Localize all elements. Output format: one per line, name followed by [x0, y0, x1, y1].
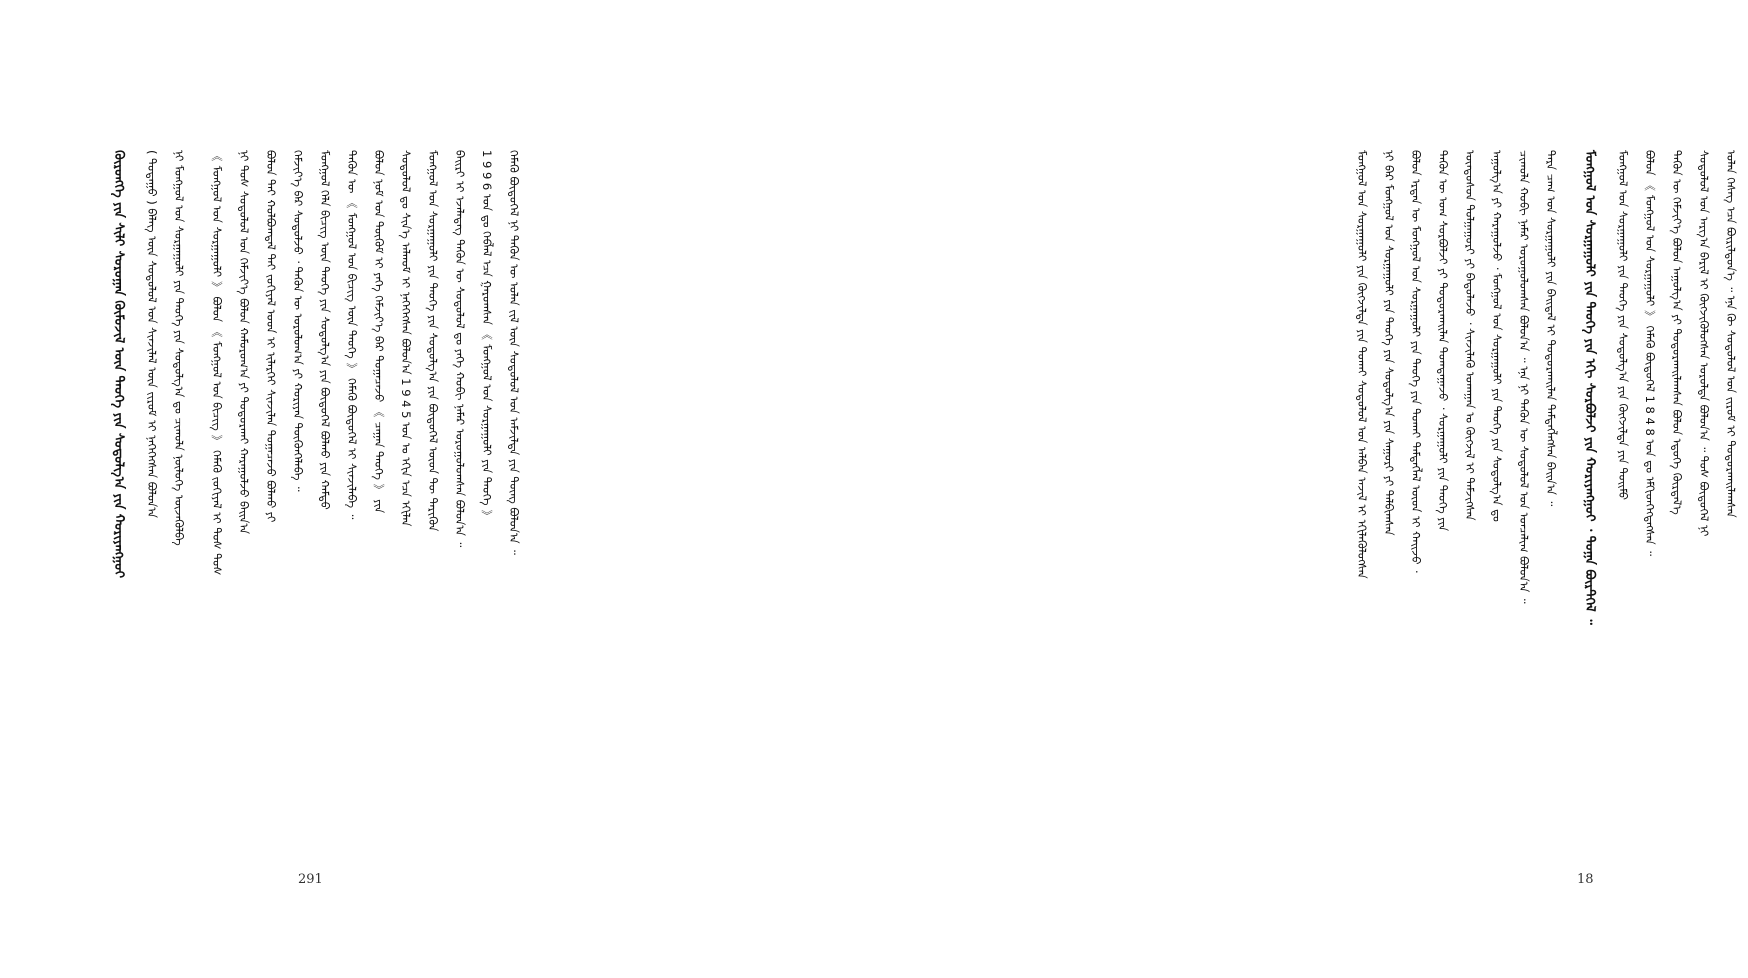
text-line: ᠮᠣᠩᠭᠣᠯ ᠬᠡᠯᠡ ᠪᠢᠴᠢᠭ ᠦᠨ ᠲᠡᠦᠬᠡ ᠶᠢᠨ ᠰᠤᠳᠤᠯᠭ᠎ᠠ ᠶᠢᠨ ᠪᠦᠲᠦᠭᠡᠯ ᠪᠣᠯᠬᠤ ᠶᠢᠨ ᠬᠠᠮᠲᠤ [318, 150, 332, 510]
page-number: 291 [298, 872, 323, 887]
page-number: 18 [1577, 872, 1594, 887]
text-line: ᠪᠠᠢᠷᠢ ᠢ ᠡᠵᠡᠯᠡᠳᠡᠭ ᠲᠡᠭᠦᠨ ᠦ ᠰᠤᠳᠤᠯᠤᠯ ᠳᠤ ᠶᠡᠬᠡ ᠬᠤᠪᠢ ᠨᠡᠮᠡᠷ ᠣᠷᠤᠭᠤᠯᠤᠭᠰᠠᠨ ᠪᠣᠯᠤᠨ᠎ᠠ ᠃ [453, 150, 467, 548]
text-line: ᠠᠭᠤᠯᠭ᠎ᠠ ᠶᠢ ᠬᠠᠷᠠᠭᠤᠯᠵᠤ ᠂ ᠮᠣᠩᠭᠣᠯ ᠤᠨ ᠰᠤᠷᠭᠠᠭᠤᠯᠢ ᠶᠢᠨ ᠲᠡᠦᠬᠡ ᠶᠢᠨ ᠰᠤᠳᠤᠯᠭ᠎ᠠ ᠳᠤ [1490, 150, 1504, 522]
left-page [0, 0, 632, 978]
text-line: ᠮᠣᠩᠭᠣᠯ ᠤᠨ ᠰᠤᠷᠭᠠᠭᠤᠯᠢ ᠶᠢᠨ ᠲᠡᠦᠬᠡ ᠶᠢᠨ ᠰᠤᠳᠤᠯᠭ᠎ᠠ ᠶᠢᠨ ᠪᠦᠲᠦᠭᠡᠯ ᠦᠳ ᠲᠦ ᠲᠡᠷᠢᠭᠦᠨ [426, 150, 440, 532]
text-line: ᠪᠣᠯᠤᠨ ᠡᠷᠲᠡᠨ ᠦ ᠮᠣᠩᠭᠣᠯ ᠤᠨ ᠰᠤᠷᠭᠠᠭᠤᠯᠢ ᠶᠢᠨ ᠲᠡᠦᠬᠡ ᠶᠢᠨ ᠲᠤᠬᠠᠢ ᠲᠡᠮᠳᠡᠭᠯᠡᠯ ᠦᠳ ᠢ ᠬᠠᠢᠵᠤ ᠂ [1409, 150, 1423, 573]
text-line: ᠬᠡᠮᠵᠢᠶ᠎ᠡ ᠪᠡᠷ ᠰᠤᠳᠤᠯᠵᠤ ᠂ ᠲᠡᠭᠦᠨ ᠦ ᠤᠷᠤᠯᠤᠭ᠎ᠠ ᠶᠢ ᠬᠤᠷᠢᠶᠠᠨ ᠳᠦᠭᠦᠨᠭᠡᠯᠡᠪᠡ ᠃ [291, 150, 305, 492]
text-line: ᠴᠢᠬᠤᠯᠠ ᠬᠤᠪᠢ ᠨᠡᠮᠡᠷ ᠣᠷᠤᠭᠤᠯᠤᠭᠰᠠᠨ ᠪᠣᠯᠤᠨ᠎ᠠ ᠃ ᠡᠨᠡ ᠨᠢ ᠲᠡᠭᠦᠨ ᠦ ᠰᠤᠳᠤᠯᠤᠯ ᠤᠨ ᠣᠨᠴᠠᠯᠢᠭ ᠪᠣᠯᠤᠨ᠎ᠠ ᠃ [1517, 150, 1531, 604]
text-line: 1 9 9 6 ᠣᠨ ᠳᠤ ᠬᠡᠪᠯᠡᠯ ᠡᠴᠡ ᠭᠠᠷᠤᠭᠰᠠᠨ 《 ᠮᠣᠩᠭᠣᠯ ᠤᠨ ᠰᠤᠷᠭᠠᠭᠤᠯᠢ ᠶᠢᠨ ᠲᠡᠦᠬᠡ 》 [480, 150, 494, 522]
text-line: 《 ᠮᠣᠩᠭᠣᠯ ᠤᠨ ᠰᠤᠷᠭᠠᠭᠤᠯᠢ 》 ᠪᠣᠯᠤᠨ 《 ᠮᠣᠩᠭᠣᠯ ᠤᠨ ᠪᠢᠴᠢᠭ 》 ᠬᠡᠮᠡᠬᠦ ᠵᠣᠬᠢᠶᠠᠯ ᠢ ᠲᠤᠰ ᠲᠤᠰ [210, 150, 224, 576]
text-line: ᠰᠤᠳᠤᠯᠤᠯ ᠳᠤ ᠰᠢᠨ᠎ᠡ ᠠᠯᠬᠤᠮ ᠢ ᠨᠡᠭᠡᠭᠡᠭᠰᠡᠨ ᠪᠣᠯᠤᠨ᠎ᠠ 1 9 4 5 ᠣᠨ ᠤ ᠡᠬᠢᠨ ᠡᠴᠡ ᠡᠬᠢᠯᠡᠨ [399, 150, 413, 527]
right-page-heading: ᠮᠣᠩᠭᠣᠯ ᠤᠨ ᠰᠤᠷᠭᠠᠭᠤᠯᠢ ᠶᠢᠨ ᠲᠡᠦᠬᠡ ᠶᠢᠨ ᠡᠬᠢ ᠰᠤᠷᠪᠤᠯᠵᠢ ᠶᠢᠨ ᠬᠤᠷᠢᠶᠠᠩᠭᠤᠢ ᠂ ᠲᠣᠭᠠ ᠪᠦᠷᠲᠭᠡᠯ ᠃ [1582, 150, 1597, 625]
text-line: ᠮᠣᠩᠭᠣᠯ ᠤᠨ ᠰᠤᠷᠭᠠᠭᠤᠯᠢ ᠶᠢᠨ ᠲᠡᠦᠬᠡ ᠶᠢᠨ ᠰᠤᠳᠤᠯᠭ᠎ᠠ ᠶᠢᠨ ᠬᠥᠭᠵᠢᠯᠲᠡ ᠶᠢᠨ ᠲᠣᠢᠮᠣ [1616, 150, 1630, 500]
text-line: ᠨᠢ ᠮᠣᠩᠭᠣᠯ ᠤᠨ ᠰᠤᠷᠭᠠᠭᠤᠯᠢ ᠶᠢᠨ ᠲᠡᠦᠬᠡ ᠶᠢᠨ ᠰᠤᠳᠤᠯᠭ᠎ᠠ ᠳᠤ ᠴᠢᠬᠤᠯᠠ ᠨᠥᠯᠥᠭᠡ ᠦᠵᠡᠭᠦᠯᠪᠡ [172, 150, 186, 546]
text-line: ᠪᠣᠯᠤᠨ 《 ᠮᠣᠩᠭᠣᠯ ᠤᠨ ᠰᠤᠷᠭᠠᠭᠤᠯᠢ 》 ᠬᠡᠮᠡᠬᠦ ᠪᠦᠲᠦᠭᠡᠯ 1 8 4 8 ᠣᠨ ᠳᠤ ᠡᠮᠬᠢᠳᠬᠡᠭᠳᠡᠭᠰᠡᠨ ᠃ [1643, 150, 1657, 556]
text-line: ᠲᠡᠷᠡ ᠴᠠᠭ ᠤᠨ ᠰᠤᠷᠭᠠᠭᠤᠯᠢ ᠶᠢᠨ ᠪᠠᠢᠳᠠᠯ ᠢ ᠲᠣᠳᠤᠷᠬᠠᠢᠯᠠᠨ ᠲᠡᠮᠳᠡᠭᠯᠡᠭᠰᠡᠨ ᠪᠠᠢᠨ᠎ᠠ ᠃ [1544, 150, 1558, 507]
text-line: ᠪᠣᠯᠤᠨ ᠨᠣᠮ ᠤᠨ ᠲᠦᠬᠦᠮ ᠢ ᠶᠡᠬᠡ ᠬᠡᠮᠵᠢᠶ᠎ᠡ ᠪᠡᠷ ᠲᠣᠭᠠᠴᠠᠵᠤ 《 ᠴᠠᠭᠠᠨ ᠲᠡᠦᠬᠡ 》 ᠶᠢᠨ [372, 150, 386, 514]
text-line: ᠪᠣᠯᠤᠨ ᠲᠠᠢ ᠬᠣᠯᠪᠣᠭᠳᠠᠯ ᠲᠠᠢ ᠵᠣᠬᠢᠶᠠᠯ ᠤᠳ ᠢ ᠢᠯᠡᠷᠬᠡᠢ ᠰᠢᠨᠵᠢᠯᠡᠨ ᠲᠣᠭᠠᠴᠠᠵᠤ ᠪᠣᠯᠬᠤ ᠶᠢ [264, 150, 278, 523]
text-line: ᠰᠤᠳᠤᠯᠤᠯ ᠤᠨ ᠠᠷᠭ᠎ᠠ ᠪᠠᠷᠢᠯ ᠢ ᠬᠥᠭᠵᠢᠭᠦᠯᠦᠭᠰᠡᠨ ᠣᠷᠤᠯᠲᠠ ᠪᠣᠯᠤᠨ᠎ᠠ ᠃ ᠲᠤᠰ ᠪᠦᠲᠦᠭᠡᠯ ᠨᠢ [1697, 150, 1711, 537]
text-line: ᠲᠡᠭᠦᠨ ᠦ ᠬᠡᠮᠵᠢᠶ᠎ᠡ ᠪᠣᠯᠤᠨ ᠠᠭᠤᠯᠭ᠎ᠠ ᠶᠢ ᠲᠣᠳᠤᠷᠬᠠᠢᠯᠠᠭᠰᠠᠨ ᠪᠣᠯᠤᠨ ᠡᠳᠦᠭᠡ ᠬᠦᠷᠲᠡᠯ᠎ᠡ [1670, 150, 1684, 515]
left-page-text [108, 150, 531, 850]
text-line: ( ᠳᠤᠲᠠᠭᠤ ) ᠪᠡᠯᠡᠭ ᠦᠨ ᠰᠤᠳᠤᠯᠤᠯ ᠤᠨ ᠰᠢᠨᠵᠢᠯᠡᠯ ᠦᠨ ᠵᠢᠷᠤᠮ ᠢ ᠨᠡᠭᠡᠭᠡᠭᠰᠡᠨ ᠪᠣᠯᠤᠨ᠎ᠠ [145, 150, 159, 518]
text-line: ᠨᠢ ᠪᠡᠷ ᠮᠣᠩᠭᠣᠯ ᠤᠨ ᠰᠤᠷᠭᠠᠭᠤᠯᠢ ᠶᠢᠨ ᠲᠡᠦᠬᠡ ᠶᠢᠨ ᠰᠤᠳᠤᠯᠭ᠎ᠠ ᠶᠢᠨ ᠰᠠᠭᠤᠷᠢ ᠶᠢ ᠲᠠᠯᠪᠢᠭᠰᠠᠨ [1382, 150, 1396, 536]
text-line: ᠲᠡᠭᠦᠨ ᠦ 《 ᠮᠣᠩᠭᠣᠯ ᠤᠨ ᠪᠢᠴᠢᠭ ᠦᠨ ᠲᠡᠦᠬᠡ 》 ᠬᠡᠮᠡᠬᠦ ᠪᠦᠲᠦᠭᠡᠯ ᠢ ᠰᠢᠨᠵᠢᠯᠡᠪᠡ ᠃ [345, 150, 359, 520]
right-page-text [1352, 150, 1748, 850]
text-line: ᠦᠨᠳᠦᠰᠦᠨ ᠲᠤᠯᠭᠠᠭᠤᠷᠢ ᠶᠢ ᠪᠠᠲᠤᠯᠠᠵᠤ ᠂ ᠰᠢᠨᠵᠢᠯᠡᠬᠦ ᠤᠬᠠᠭᠠᠨ ᠤ ᠬᠥᠭᠵᠢᠯ ᠢ ᠳᠡᠮᠵᠢᠭᠰᠡᠨ [1463, 150, 1477, 521]
text-line: ᠲᠡᠭᠦᠨ ᠦ ᠤᠭ ᠰᠤᠷᠪᠤᠯᠵᠢ ᠶᠢ ᠲᠣᠳᠤᠷᠬᠠᠢᠯᠠᠨ ᠲᠣᠭᠳᠠᠭᠠᠵᠤ ᠂ ᠰᠤᠷᠭᠠᠭᠤᠯᠢ ᠶᠢᠨ ᠲᠡᠦᠬᠡ ᠶᠢᠨ [1436, 150, 1450, 532]
text-line: ᠨᠢ ᠲᠤᠰ ᠰᠤᠳᠤᠯᠤᠯ ᠤᠨ ᠬᠡᠮᠵᠢᠶ᠎ᠡ ᠪᠣᠯᠤᠨ ᠬᠠᠮᠤᠷᠤᠭ᠎ᠠ ᠶᠢ ᠲᠣᠳᠤᠷᠬᠠᠢ ᠬᠠᠷᠠᠭᠤᠯᠵᠤ ᠪᠠᠢᠨ᠎ᠠ [237, 150, 251, 535]
left-page-heading: ᠬᠥᠷᠦᠩᠭᠡ ᠶᠢᠨ ᠰᠢᠯᠢ ᠰᠤᠷᠤᠭᠠᠨ ᠬᠦᠮᠦᠵᠢᠯ ᠦᠨ ᠲᠡᠦᠬᠡ ᠶᠢᠨ ᠰᠤᠳᠤᠯᠭ᠎ᠠ ᠶᠢᠨ ᠬᠣᠷᠢᠶᠠᠩᠭᠤᠢ [111, 150, 126, 579]
text-line: ᠬᠡᠮᠡᠬᠦ ᠪᠦᠲᠦᠭᠡᠯ ᠨᠢ ᠲᠡᠭᠦᠨ ᠦ ᠣᠯᠠᠨ ᠵᠢᠯ ᠦᠨ ᠰᠤᠳᠤᠯᠤᠯ ᠤᠨ ᠠᠮᠵᠢᠯᠲᠠ ᠶᠢᠨ ᠳᠦᠩ ᠪᠣᠯᠤᠨ᠎ᠠ ᠃ [507, 150, 521, 555]
text-line: ᠮᠣᠩᠭᠣᠯ ᠤᠨ ᠰᠤᠷᠭᠠᠭᠤᠯᠢ ᠶᠢᠨ ᠬᠥᠭᠵᠢᠯᠲᠡ ᠶᠢᠨ ᠲᠤᠬᠠᠢ ᠰᠤᠳᠤᠯᠤᠯ ᠤᠨ ᠠᠯᠪᠠᠨ ᠠᠵᠢᠯ ᠢ ᠡᠬᠢᠯᠡᠭᠦᠯᠦᠭᠰᠡᠨ [1355, 150, 1369, 579]
right-page [632, 0, 1738, 978]
text-line: ᠣᠯᠠᠨ ᠬᠡᠰᠡᠭ ᠡᠴᠡ ᠪᠦᠷᠢᠯᠳᠦᠨ᠎ᠡ ᠃ ᠡᠨᠡ ᠬᠦ ᠰᠤᠳᠤᠯᠤᠯ ᠤᠨ ᠵᠢᠷᠤᠮ ᠢ ᠲᠣᠳᠤᠷᠬᠠᠢᠯᠠᠭᠰᠠᠨ [1724, 150, 1738, 518]
